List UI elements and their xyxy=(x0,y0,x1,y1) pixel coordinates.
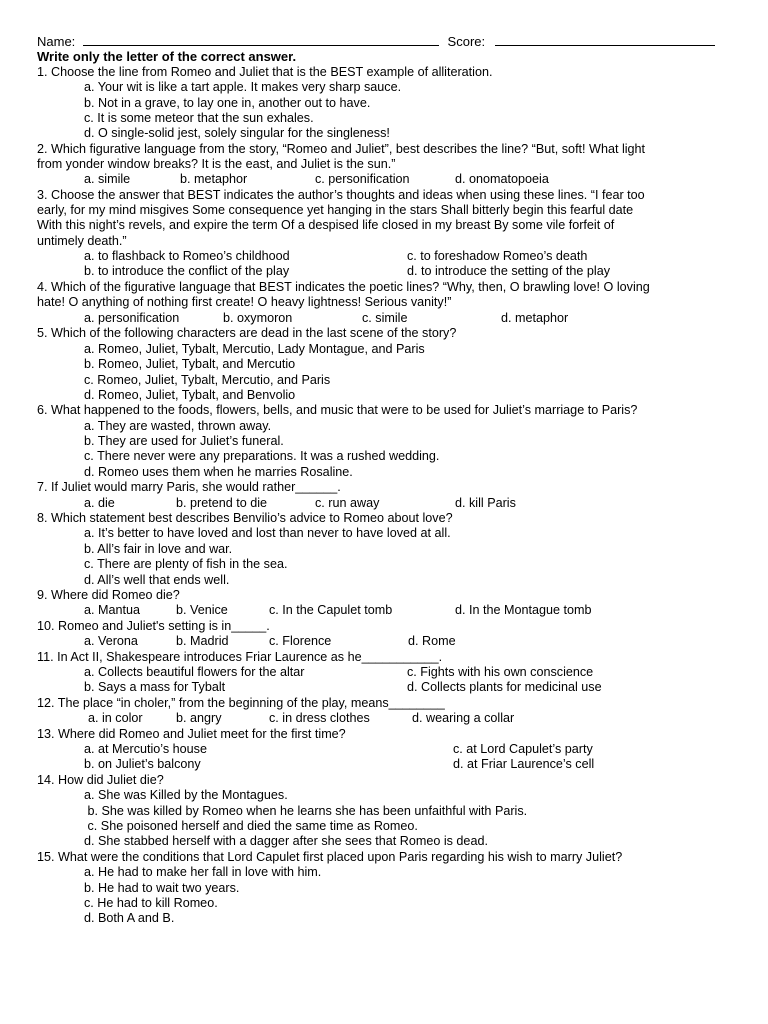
question-1-stem: 1. Choose the line from Romeo and Juliet that is the BEST example of alliteration. xyxy=(37,65,493,79)
question-10-option-d: d. Rome xyxy=(408,634,456,648)
question-12-option-b: b. angry xyxy=(176,711,222,725)
question-11-option-a: a. Collects beautiful flowers for the altar xyxy=(84,665,305,679)
question-11-option-d: d. Collects plants for medicinal use xyxy=(407,680,602,694)
question-14-option-c: c. She poisoned herself and died the same time as Romeo. xyxy=(84,819,418,833)
question-1-option-d: d. O single-solid jest, solely singular for the singleness! xyxy=(84,126,390,140)
question-10-option-b: b. Madrid xyxy=(176,634,229,648)
question-3-stem-line-2: early, for my mind misgives Some consequence yet hanging in the stars Shall bitterly begin this fearful date xyxy=(37,203,634,217)
question-4-option-b: b. oxymoron xyxy=(223,311,293,325)
question-10-stem: 10. Romeo and Juliet's setting is in_____. xyxy=(37,619,270,633)
question-3-option-d: d. to introduce the setting of the play xyxy=(407,264,611,278)
question-9-option-a: a. Mantua xyxy=(84,603,141,617)
question-4-stem-line-2: hate! O anything of nothing first create! O heavy lightness! Serious vanity!” xyxy=(37,295,452,309)
question-6-option-a: a. They are wasted, thrown away. xyxy=(84,419,272,433)
question-9-option-c: c. In the Capulet tomb xyxy=(269,603,393,617)
score-blank[interactable] xyxy=(495,34,715,46)
question-12-option-a: a. in color xyxy=(88,711,143,725)
question-3-stem-line-3: With this night’s revels, and expire the term Of a despised life closed in my breast By some vile forfeit of xyxy=(37,218,615,232)
question-14-option-a: a. She was Killed by the Montagues. xyxy=(84,788,288,802)
question-4-option-a: a. personification xyxy=(84,311,180,325)
question-2-option-a: a. simile xyxy=(84,172,131,186)
question-14-option-b: b. She was killed by Romeo when he learns she has been unfaithful with Paris. xyxy=(84,804,528,818)
question-8-option-a: a. It’s better to have loved and lost than never to have loved at all. xyxy=(84,526,451,540)
question-8-option-b: b. All’s fair in love and war. xyxy=(84,542,233,556)
question-13-option-d: d. at Friar Laurence’s cell xyxy=(453,757,595,771)
question-6-option-c: c. There never were any preparations. It was a rushed wedding. xyxy=(84,449,440,463)
question-9-option-b: b. Venice xyxy=(176,603,228,617)
question-3-option-c: c. to foreshadow Romeo’s death xyxy=(407,249,588,263)
question-13-option-c: c. at Lord Capulet’s party xyxy=(453,742,593,756)
question-15-option-c: c. He had to kill Romeo. xyxy=(84,896,218,910)
question-2-option-b: b. metaphor xyxy=(180,172,248,186)
question-3-stem-line-1: 3. Choose the answer that BEST indicates the author’s thoughts and ideas when using these lines. “I fear too xyxy=(37,188,645,202)
question-1-option-b: b. Not in a grave, to lay one in, another out to have. xyxy=(84,96,371,110)
question-8-option-c: c. There are plenty of fish in the sea. xyxy=(84,557,288,571)
question-7-stem: 7. If Juliet would marry Paris, she would rather______. xyxy=(37,480,341,494)
question-3-option-a: a. to flashback to Romeo’s childhood xyxy=(84,249,290,263)
name-label: Name: xyxy=(37,34,76,49)
question-1-option-c: c. It is some meteor that the sun exhales. xyxy=(84,111,314,125)
question-15-option-a: a. He had to make her fall in love with him. xyxy=(84,865,322,879)
question-12-option-c: c. in dress clothes xyxy=(269,711,370,725)
question-13-option-b: b. on Juliet’s balcony xyxy=(84,757,201,771)
question-6-option-b: b. They are used for Juliet’s funeral. xyxy=(84,434,284,448)
question-5-option-a: a. Romeo, Juliet, Tybalt, Mercutio, Lady Montague, and Paris xyxy=(84,342,425,356)
question-4-option-c: c. simile xyxy=(362,311,408,325)
question-9-stem: 9. Where did Romeo die? xyxy=(37,588,180,602)
question-15-stem: 15. What were the conditions that Lord Capulet first placed upon Paris regarding his wish to marry Juliet? xyxy=(37,850,623,864)
question-1-option-a: a. Your wit is like a tart apple. It makes very sharp sauce. xyxy=(84,80,402,94)
question-12-option-d: d. wearing a collar xyxy=(412,711,515,725)
question-11-stem: 11. In Act II, Shakespeare introduces Friar Laurence as he___________. xyxy=(37,650,443,664)
question-7-option-b: b. pretend to die xyxy=(176,496,268,510)
question-14-stem: 14. How did Juliet die? xyxy=(37,773,164,787)
question-11-option-c: c. Fights with his own conscience xyxy=(407,665,594,679)
question-4-stem-line-1: 4. Which of the figurative language that BEST indicates the poetic lines? “Why, then, O brawling love! O loving xyxy=(37,280,650,294)
question-3-stem-line-4: untimely death.” xyxy=(37,234,127,248)
question-4-option-d: d. metaphor xyxy=(501,311,569,325)
question-13-stem: 13. Where did Romeo and Juliet meet for the first time? xyxy=(37,727,346,741)
question-7-option-d: d. kill Paris xyxy=(455,496,516,510)
question-2-option-d: d. onomatopoeia xyxy=(455,172,549,186)
question-6-option-d: d. Romeo uses them when he marries Rosaline. xyxy=(84,465,353,479)
question-5-option-b: b. Romeo, Juliet, Tybalt, and Mercutio xyxy=(84,357,296,371)
question-6-stem: 6. What happened to the foods, flowers, bells, and music that were to be used for Juliet’s marriage to Paris? xyxy=(37,403,638,417)
question-5-option-d: d. Romeo, Juliet, Tybalt, and Benvolio xyxy=(84,388,296,402)
instructions: Write only the letter of the correct answer. xyxy=(37,49,297,64)
question-9-option-d: d. In the Montague tomb xyxy=(455,603,592,617)
header-line xyxy=(37,34,715,49)
question-2-option-c: c. personification xyxy=(315,172,410,186)
question-2-stem-line-2: from yonder window breaks? It is the east, and Juliet is the sun.” xyxy=(37,157,396,171)
question-5-stem: 5. Which of the following characters are dead in the last scene of the story? xyxy=(37,326,457,340)
question-12-stem: 12. The place “in choler,” from the beginning of the play, means________ xyxy=(37,696,445,710)
question-3-option-b: b. to introduce the conflict of the play xyxy=(84,264,290,278)
question-10-option-c: c. Florence xyxy=(269,634,332,648)
question-11-option-b: b. Says a mass for Tybalt xyxy=(84,680,226,694)
name-blank[interactable] xyxy=(83,34,439,46)
question-7-option-a: a. die xyxy=(84,496,115,510)
question-5-option-c: c. Romeo, Juliet, Tybalt, Mercutio, and Paris xyxy=(84,373,331,387)
score-label: Score: xyxy=(447,34,486,49)
question-8-stem: 8. Which statement best describes Benvilio’s advice to Romeo about love? xyxy=(37,511,453,525)
question-15-option-d: d. Both A and B. xyxy=(84,911,175,925)
question-7-option-c: c. run away xyxy=(315,496,380,510)
question-15-option-b: b. He had to wait two years. xyxy=(84,881,240,895)
question-13-option-a: a. at Mercutio’s house xyxy=(84,742,207,756)
question-8-option-d: d. All’s well that ends well. xyxy=(84,573,230,587)
question-14-option-d: d. She stabbed herself with a dagger after she sees that Romeo is dead. xyxy=(84,834,488,848)
question-10-option-a: a. Verona xyxy=(84,634,138,648)
question-2-stem-line-1: 2. Which figurative language from the story, “Romeo and Juliet”, best describes the line? “But, soft! What light xyxy=(37,142,646,156)
